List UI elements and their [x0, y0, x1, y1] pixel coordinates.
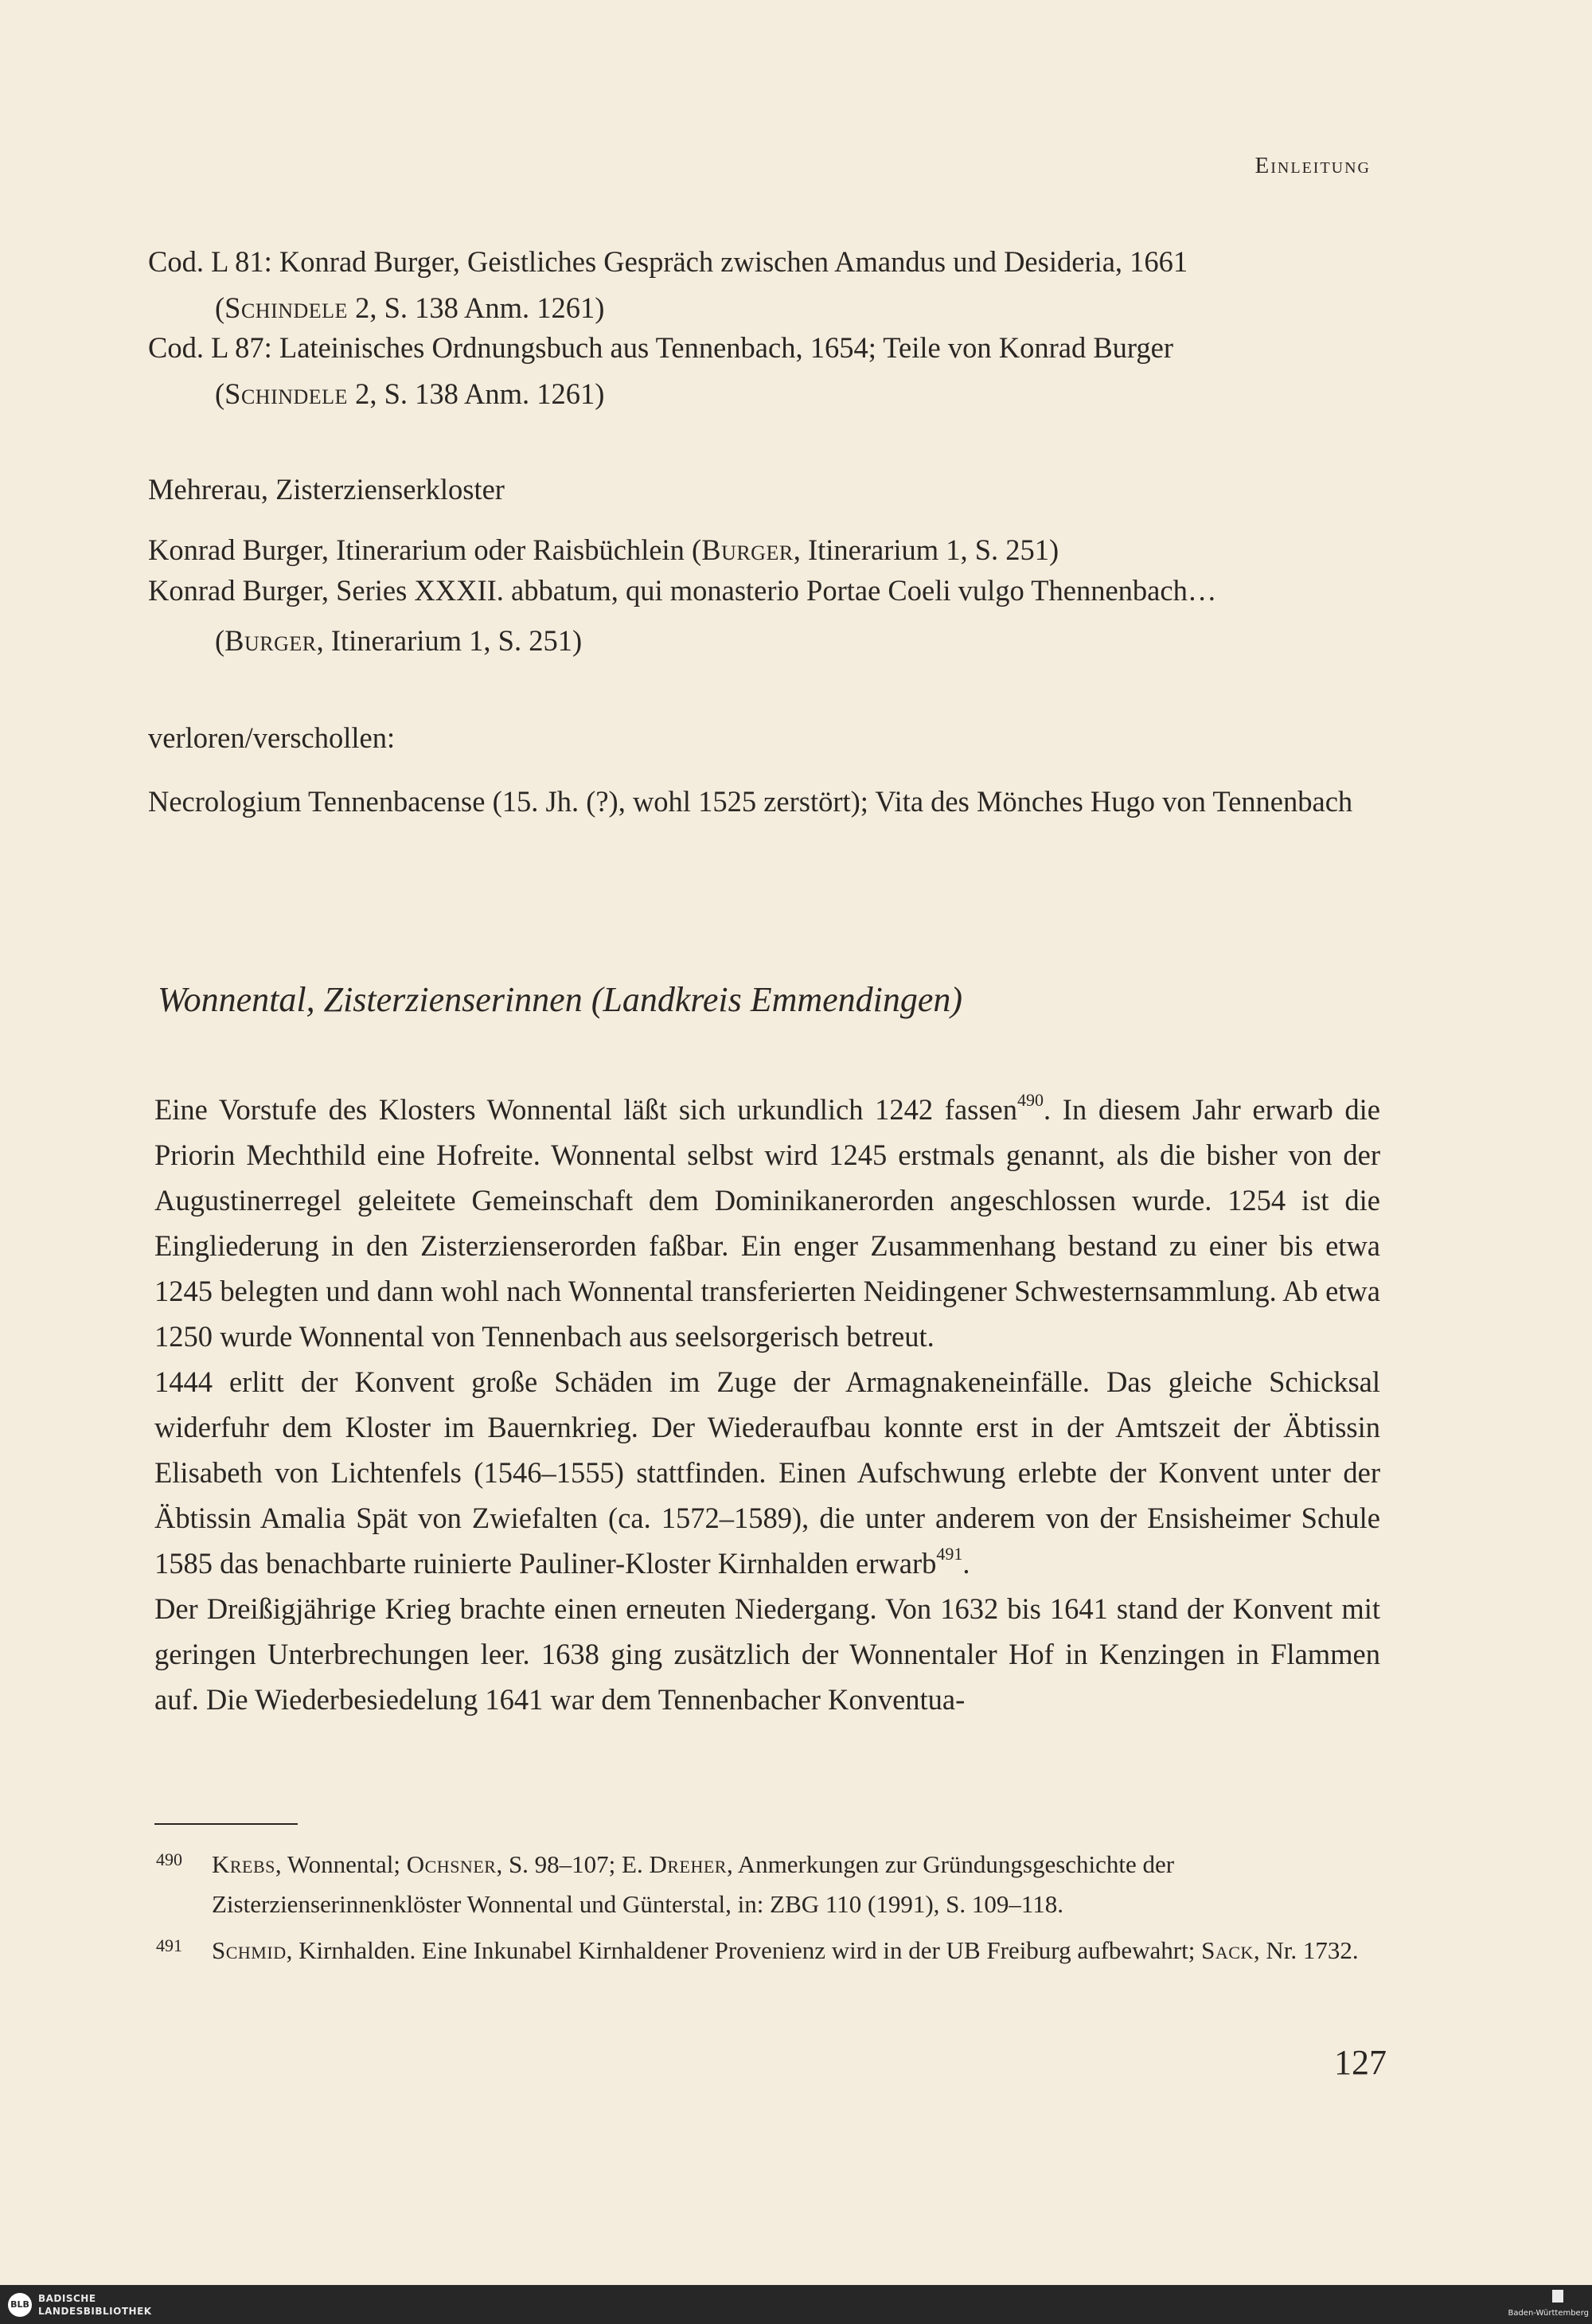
author-name: Schindele — [224, 291, 348, 324]
entry-series — [148, 568, 1374, 614]
author-name: Krebs — [212, 1850, 275, 1878]
author-name: Schindele — [224, 377, 348, 410]
footnote-segment: , S. 98–107; E. — [496, 1850, 650, 1878]
footnote-number: 491 — [156, 1935, 182, 1955]
mehrerau-heading: Mehrerau, Zisterzienserkloster — [148, 473, 505, 506]
footnote-text — [212, 1845, 1382, 1924]
entry-text: Cod. L 87: Lateinisches Ordnungsbuch aus Tennenbach, 1654; Teile von Konrad Burger — [148, 331, 1174, 364]
author-name: Sack — [1201, 1936, 1254, 1964]
library-name — [38, 2292, 152, 2318]
entry-text: Konrad Burger, Series XXXII. abbatum, qui monasterio Portae Coeli vulgo Thennenbach… — [148, 574, 1217, 607]
paragraph-text: 1444 erlitt der Konvent große Schäden im Zuge der Armagnakeneinfälle. Das gleiche Schicksal widerfuhr dem Kloster im Bauernkrieg. Der Wiederaufbau konnte erst in der Amtszeit der Äbtissin Elisabeth von Lichtenfels (1546–1555) stattfinden. Einen Aufschwung erlebte der Konvent unter der Äbtissin Amalia Spät von Zwiefalten (ca. 1572–1589), die unter anderem von der Ensisheimer Schule 1585 das benachbarte ruinierte Pauliner-Kloster Kirnhalden erwarb — [154, 1365, 1380, 1580]
entry-text: Konrad Burger, Itinerarium oder Raisbüchlein ( — [148, 533, 702, 566]
page-number: 127 — [1334, 2043, 1387, 2082]
entry-series-reference: (Burger, Itinerarium 1, S. 251) — [215, 624, 583, 657]
baden-wuerttemberg-label: Baden-Württemberg — [1508, 2309, 1589, 2318]
author-name: Schmid — [212, 1936, 287, 1964]
paragraph-text: . In diesem Jahr erwarb die Priorin Mechthild eine Hofreite. Wonnental selbst wird 1245 erstmals genannt, als die bisher von der Augustinerregel geleitete Gemeinschaft dem Dominikanerorden angeschlossen wurde. 1254 ist die Eingliederung in den Zisterzienserorden faßbar. Ein enger Zusammenhang bestand zu einer bis etwa 1245 belegten und dann wohl nach Wonnental transferierten Neidingener Schwesternsammlung. Ab etwa 1250 wurde Wonnental von Tennenbach aus seelsorgerisch betreut. — [154, 1093, 1381, 1353]
footnote-text — [212, 1931, 1382, 1971]
entry-itinerarium — [148, 527, 1374, 573]
footnote-divider — [154, 1823, 298, 1825]
paragraph: Der Dreißigjährige Krieg brachte einen erneuten Niedergang. Von 1632 bis 1641 stand der Konvent mit geringen Unterbrechungen leer. 1638 ging zusätzlich der Wonnentaler Hof in Kenzingen in Flammen auf. Die Wiederbesiedelung 1641 war dem Tennenbacher Konventua- — [154, 1592, 1380, 1716]
footnote-segment: , Wonnental; — [275, 1850, 407, 1878]
entry-text: Cod. L 81: Konrad Burger, Geistliches Gespräch zwischen Amandus und Desideria, 1661 — [148, 245, 1188, 278]
entry-cod-l81 — [148, 239, 1374, 285]
library-name-line: LANDESBIBLIOTHEK — [38, 2306, 152, 2317]
footnote-segment: , Anmerkungen zur Gründungsgeschichte der Zisterzienserinnenklöster Wonnental und Günterstal, in: ZBG 110 (1991), S. 109–118. — [212, 1850, 1175, 1918]
footnote-segment: , Kirnhalden. Eine Inkunabel Kirnhaldener Provenienz wird in der UB Freiburg aufbewahrt; — [286, 1936, 1202, 1964]
footnote-segment: , Nr. 1732. — [1253, 1936, 1359, 1964]
entry-cod-l81-reference: (Schindele 2, S. 138 Anm. 1261) — [215, 291, 605, 324]
lost-heading: verloren/verschollen: — [148, 721, 396, 754]
entry-cod-l87-reference: (Schindele 2, S. 138 Anm. 1261) — [215, 377, 605, 410]
footnote-number: 490 — [156, 1849, 182, 1869]
footnote-490 — [156, 1845, 1382, 1924]
reference-text: 2, S. 138 Anm. 1261) — [347, 377, 605, 410]
author-name: Ochsner — [406, 1850, 497, 1878]
reference-text: 2, S. 138 Anm. 1261) — [347, 291, 605, 324]
paragraph — [154, 1087, 1380, 1359]
author-name: Burger — [224, 624, 317, 657]
library-footer-bar — [0, 2285, 1592, 2324]
section-title: Wonnental, Zisterzienserinnen (Landkreis Emmendingen) — [158, 980, 963, 1019]
footnote-491 — [156, 1931, 1382, 1971]
author-name: Burger — [701, 533, 794, 566]
reference-text: , Itinerarium 1, S. 251) — [316, 624, 583, 657]
running-head: Einleitung — [1254, 153, 1371, 178]
paragraph — [154, 1359, 1380, 1586]
author-name: Dreher — [649, 1850, 727, 1878]
blb-logo-icon[interactable]: BLB — [8, 2293, 32, 2317]
paragraph-text: Eine Vorstufe des Klosters Wonnental läßt sich urkundlich 1242 fassen — [154, 1093, 1018, 1126]
paragraph-text: . — [962, 1547, 970, 1580]
entry-necrologium: Necrologium Tennenbacense (15. Jh. (?), wohl 1525 zerstört); Vita des Mönches Hugo von Tennenbach — [148, 785, 1353, 818]
baden-wuerttemberg-crest-icon — [1552, 2290, 1563, 2303]
footnote-ref: 490 — [1017, 1089, 1044, 1110]
reference-text: , Itinerarium 1, S. 251) — [793, 533, 1059, 566]
footnote-ref: 491 — [936, 1543, 963, 1564]
library-name-line: BADISCHE — [38, 2293, 96, 2304]
body-text — [154, 1087, 1380, 1722]
entry-cod-l87 — [148, 325, 1374, 371]
